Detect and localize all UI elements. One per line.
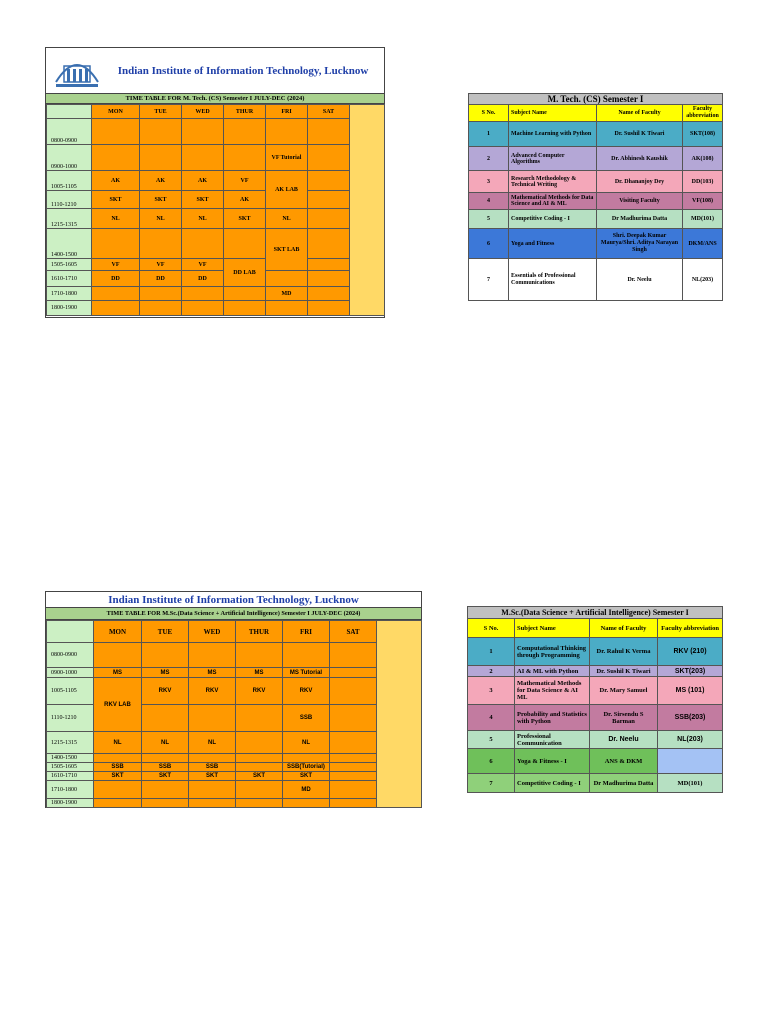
timetable-cell <box>283 754 330 763</box>
faculty-abbr: NL(203) <box>683 259 723 301</box>
column-header: Name of Faculty <box>590 619 658 638</box>
time-slot: 1110-1210 <box>47 191 92 209</box>
timetable-cell <box>140 301 182 316</box>
timetable-cell <box>236 732 283 754</box>
timetable-cell: MS <box>94 668 142 678</box>
column-header: Faculty abbreviation <box>658 619 723 638</box>
time-slot: 1215-1315 <box>47 209 92 229</box>
timetable-cell <box>142 705 189 732</box>
timetable-cell: SKT <box>189 772 236 781</box>
timetable-cell <box>266 119 308 145</box>
subject-name: Computational Thinking through Programming <box>515 638 590 666</box>
sno: 6 <box>469 229 509 259</box>
timetable-cell: AK <box>92 171 140 191</box>
faculty-abbr: MD(101) <box>658 774 723 793</box>
faculty-name: Dr Madhurima Datta <box>590 774 658 793</box>
timetable-cell <box>236 705 283 732</box>
timetable-cell <box>92 229 140 259</box>
timetable-cell <box>142 643 189 668</box>
timetable-cell <box>142 754 189 763</box>
corner-cell <box>47 621 94 643</box>
faculty-abbr: NL(203) <box>658 731 723 749</box>
faculty-abbr: MD(101) <box>683 210 723 229</box>
time-slot: 1110-1210 <box>47 705 94 732</box>
timetable-cell <box>94 643 142 668</box>
subject-name: Essentials of Professional Communications <box>509 259 597 301</box>
faculty-name: Visiting Faculty <box>597 193 683 210</box>
sno: 7 <box>469 259 509 301</box>
timetable-cell: SKT <box>182 191 224 209</box>
day-header: THUR <box>236 621 283 643</box>
faculty-abbr: MS (101) <box>658 677 723 705</box>
subject-name: Research Methodology & Technical Writing <box>509 171 597 193</box>
subject-name: Machine Learning with Python <box>509 122 597 147</box>
sno: 1 <box>468 638 515 666</box>
subject-name: Yoga & Fitness - I <box>515 749 590 774</box>
sno: 2 <box>469 147 509 171</box>
timetable-cell: RKV <box>142 678 189 705</box>
msc-header <box>46 592 421 608</box>
timetable-cell: VF <box>92 259 140 271</box>
subject-name: Mathematical Methods for Data Science & AI ML <box>515 677 590 705</box>
time-slot: 0900-1000 <box>47 668 94 678</box>
timetable-cell <box>140 145 182 171</box>
timetable-cell <box>266 301 308 316</box>
timetable-cell <box>182 301 224 316</box>
timetable-cell <box>308 145 350 171</box>
timetable-cell <box>330 732 377 754</box>
timetable-subtitle: TIME TABLE FOR M.Sc.(Data Science + Artificial Intelligence) Semester I JULY-DEC (2024) <box>46 608 421 620</box>
subject-name: Professional Communication <box>515 731 590 749</box>
mtech-header <box>46 48 384 94</box>
column-header: Subject Name <box>509 105 597 122</box>
timetable-cell <box>236 643 283 668</box>
timetable-cell <box>189 799 236 808</box>
time-slot: 1610-1710 <box>47 271 92 287</box>
sno: 5 <box>468 731 515 749</box>
msc-course-table <box>467 606 723 793</box>
time-slot: 1400-1500 <box>47 229 92 259</box>
course-table-caption: M.Sc.(Data Science + Artificial Intelligence) Semester I <box>468 607 723 619</box>
day-header: FRI <box>266 105 308 119</box>
time-slot: 1505-1605 <box>47 259 92 271</box>
timetable-cell <box>142 781 189 799</box>
timetable-cell: SKT <box>140 191 182 209</box>
column-header: Subject Name <box>515 619 590 638</box>
faculty-name: Dr. Sushil K Tiwari <box>597 122 683 147</box>
timetable-cell <box>142 799 189 808</box>
faculty-name: Dr. Sirsendu S Barman <box>590 705 658 731</box>
timetable-cell: RKV <box>236 678 283 705</box>
day-header: MON <box>94 621 142 643</box>
timetable-cell: NL <box>189 732 236 754</box>
timetable-cell <box>308 191 350 209</box>
sno: 5 <box>469 210 509 229</box>
time-slot: 0900-1000 <box>47 145 92 171</box>
course-table-caption: M. Tech. (CS) Semester I <box>469 94 723 105</box>
faculty-abbr: SSB(203) <box>658 705 723 731</box>
sno: 6 <box>468 749 515 774</box>
timetable-cell <box>308 119 350 145</box>
day-header: TUE <box>140 105 182 119</box>
timetable-cell <box>224 301 266 316</box>
msc-timetable <box>45 591 422 808</box>
timetable-cell: SSB <box>142 763 189 772</box>
timetable-cell <box>224 119 266 145</box>
timetable-cell <box>308 271 350 287</box>
sno: 7 <box>468 774 515 793</box>
timetable-cell <box>330 772 377 781</box>
time-slot: 0800-0900 <box>47 643 94 668</box>
timetable-cell: AK <box>182 171 224 191</box>
subject-name: Competitive Coding - I <box>515 774 590 793</box>
timetable-cell: NL <box>94 732 142 754</box>
institute-title: Indian Institute of Information Technology, Lucknow <box>117 64 369 77</box>
timetable-cell <box>308 229 350 259</box>
subject-name: Competitive Coding - I <box>509 210 597 229</box>
timetable-cell: SKT <box>236 772 283 781</box>
timetable-cell: MS <box>189 668 236 678</box>
timetable-cell: VF <box>224 171 266 191</box>
faculty-name: Dr. Neelu <box>597 259 683 301</box>
sno: 3 <box>469 171 509 193</box>
time-slot: 1505-1605 <box>47 763 94 772</box>
sno: 3 <box>468 677 515 705</box>
timetable-cell <box>182 287 224 301</box>
timetable-subtitle: TIME TABLE FOR M. Tech. (CS) Semester I JULY-DEC (2024) <box>46 94 384 104</box>
timetable-cell: RKV <box>283 678 330 705</box>
timetable-cell <box>236 781 283 799</box>
sno: 1 <box>469 122 509 147</box>
timetable-cell: NL <box>182 209 224 229</box>
timetable-cell <box>224 229 266 259</box>
msc-grid <box>46 620 422 808</box>
time-slot: 1400-1500 <box>47 754 94 763</box>
day-header: FRI <box>283 621 330 643</box>
faculty-name: Dr. Mary Samuel <box>590 677 658 705</box>
timetable-cell: NL <box>140 209 182 229</box>
timetable-cell <box>140 119 182 145</box>
subject-name: Probability and Statistics with Python <box>515 705 590 731</box>
faculty-name: Dr. Rahul K Verma <box>590 638 658 666</box>
mtech-timetable <box>45 47 385 318</box>
timetable-cell <box>236 799 283 808</box>
timetable-cell <box>182 229 224 259</box>
iiit-lucknow-logo-icon <box>52 52 102 90</box>
subject-name: Yoga and Fitness <box>509 229 597 259</box>
timetable-cell: SKT <box>283 772 330 781</box>
timetable-cell: VF <box>182 259 224 271</box>
day-header: SAT <box>330 621 377 643</box>
timetable-cell <box>308 171 350 191</box>
timetable-cell: SSB <box>283 705 330 732</box>
timetable-cell: AK <box>224 191 266 209</box>
blank-yellow-column <box>350 105 385 316</box>
day-header: WED <box>182 105 224 119</box>
time-slot: 1800-1900 <box>47 799 94 808</box>
timetable-cell <box>92 287 140 301</box>
timetable-cell <box>308 287 350 301</box>
timetable-cell: SSB(Tutorial) <box>283 763 330 772</box>
timetable-cell <box>189 754 236 763</box>
timetable-cell <box>92 119 140 145</box>
timetable-cell <box>224 287 266 301</box>
timetable-cell <box>189 705 236 732</box>
timetable-cell: AK LAB <box>266 171 308 209</box>
subject-name: AI & ML with Python <box>515 666 590 677</box>
day-header: WED <box>189 621 236 643</box>
sno: 4 <box>468 705 515 731</box>
timetable-cell <box>189 643 236 668</box>
faculty-name: Dr Madhurima Datta <box>597 210 683 229</box>
timetable-cell <box>330 754 377 763</box>
timetable-cell: MS Tutorial <box>283 668 330 678</box>
faculty-abbr: SKT(203) <box>658 666 723 677</box>
timetable-cell <box>330 781 377 799</box>
timetable-cell: SKT <box>94 772 142 781</box>
timetable-cell <box>224 145 266 171</box>
faculty-abbr: DD(103) <box>683 171 723 193</box>
timetable-cell: SSB <box>94 763 142 772</box>
day-header: THUR <box>224 105 266 119</box>
faculty-name: Dr. Neelu <box>590 731 658 749</box>
timetable-cell: RKV <box>189 678 236 705</box>
time-slot: 1215-1315 <box>47 732 94 754</box>
timetable-cell: SKT LAB <box>266 229 308 271</box>
timetable-cell: SKT <box>142 772 189 781</box>
time-slot: 1005-1105 <box>47 171 92 191</box>
timetable-cell <box>94 799 142 808</box>
faculty-abbr: RKV (210) <box>658 638 723 666</box>
faculty-abbr <box>658 749 723 774</box>
timetable-cell: DD LAB <box>224 259 266 287</box>
column-header: S No. <box>469 105 509 122</box>
timetable-cell: VF <box>140 259 182 271</box>
faculty-name: Dr. Sushil K Tiwari <box>590 666 658 677</box>
timetable-cell <box>330 678 377 705</box>
timetable-cell <box>189 781 236 799</box>
timetable-cell: RKV LAB <box>94 678 142 732</box>
faculty-abbr: DKM/ANS <box>683 229 723 259</box>
timetable-cell <box>308 209 350 229</box>
timetable-cell <box>330 799 377 808</box>
column-header: Faculty abbreviation <box>683 105 723 122</box>
time-slot: 1710-1800 <box>47 287 92 301</box>
timetable-cell <box>283 799 330 808</box>
time-slot: 1005-1105 <box>47 678 94 705</box>
timetable-cell <box>283 643 330 668</box>
column-header: Name of Faculty <box>597 105 683 122</box>
timetable-cell: SKT <box>92 191 140 209</box>
timetable-cell: SKT <box>224 209 266 229</box>
timetable-cell <box>330 705 377 732</box>
faculty-name: Dr. Dhananjoy Dey <box>597 171 683 193</box>
subject-name: Advanced Computer Algorithms <box>509 147 597 171</box>
timetable-cell: MS <box>236 668 283 678</box>
timetable-cell <box>236 754 283 763</box>
timetable-cell: DD <box>140 271 182 287</box>
timetable-cell <box>236 763 283 772</box>
timetable-cell <box>92 301 140 316</box>
timetable-cell <box>140 287 182 301</box>
day-header: MON <box>92 105 140 119</box>
mtech-grid <box>46 104 385 316</box>
faculty-name: Dr. Abhinesh Kaushik <box>597 147 683 171</box>
blank-yellow-column <box>377 621 422 808</box>
timetable-cell: NL <box>142 732 189 754</box>
time-slot: 0800-0900 <box>47 119 92 145</box>
timetable-cell: DD <box>92 271 140 287</box>
timetable-cell <box>330 643 377 668</box>
timetable-cell <box>94 754 142 763</box>
timetable-cell: NL <box>266 209 308 229</box>
timetable-cell: AK <box>140 171 182 191</box>
timetable-cell: NL <box>92 209 140 229</box>
faculty-abbr: AK(108) <box>683 147 723 171</box>
subject-name: Mathematical Methods for Data Science and AI & ML <box>509 193 597 210</box>
timetable-cell: MD <box>283 781 330 799</box>
timetable-cell <box>308 301 350 316</box>
institute-title: Indian Institute of Information Technology, Lucknow <box>108 593 359 606</box>
timetable-cell <box>182 145 224 171</box>
timetable-cell: SSB <box>189 763 236 772</box>
timetable-cell <box>330 668 377 678</box>
faculty-abbr: SKT(108) <box>683 122 723 147</box>
timetable-cell: VF Tutorial <box>266 145 308 171</box>
day-header: TUE <box>142 621 189 643</box>
day-header: SAT <box>308 105 350 119</box>
sno: 4 <box>469 193 509 210</box>
timetable-cell <box>266 271 308 287</box>
faculty-name: Shri. Deepak Kumar Maurya/Shri. Aditya Narayan Singh <box>597 229 683 259</box>
timetable-cell: MD <box>266 287 308 301</box>
sno: 2 <box>468 666 515 677</box>
timetable-cell <box>330 763 377 772</box>
timetable-cell <box>182 119 224 145</box>
timetable-cell: MS <box>142 668 189 678</box>
time-slot: 1800-1900 <box>47 301 92 316</box>
timetable-cell <box>94 781 142 799</box>
time-slot: 1610-1710 <box>47 772 94 781</box>
timetable-cell <box>92 145 140 171</box>
corner-cell <box>47 105 92 119</box>
timetable-cell: DD <box>182 271 224 287</box>
timetable-cell <box>308 259 350 271</box>
column-header: S No. <box>468 619 515 638</box>
timetable-cell <box>140 229 182 259</box>
faculty-abbr: VF(108) <box>683 193 723 210</box>
mtech-course-table <box>468 93 723 301</box>
faculty-name: ANS & DKM <box>590 749 658 774</box>
timetable-cell: NL <box>283 732 330 754</box>
time-slot: 1710-1800 <box>47 781 94 799</box>
